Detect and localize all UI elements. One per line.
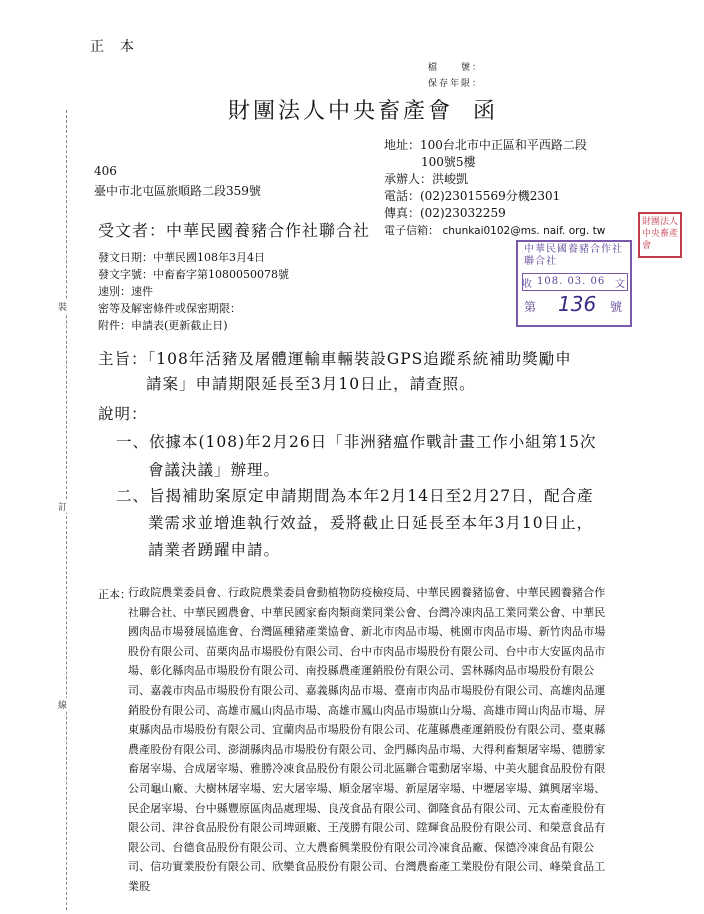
stamp-number-suffix: 號 [610,300,623,314]
sender-email [384,222,605,240]
stamp-number: 136 [558,292,597,316]
archive-no-label: 檔 號： [428,63,484,73]
email-label: 電子信箱： [384,224,439,237]
explanation-item2-line1: 二、旨揭補助案原定申請期間為本年2月14日至2月27日，配合產 [116,487,594,505]
recipient: 受文者：中華民國養豬合作社聯合社 [98,221,371,240]
stamp-side-left: 收 [522,279,532,290]
stamp-org: 中華民國養豬合作社聯合社 [524,244,623,267]
delivery-speed: 速別：速件 [98,285,153,298]
sender-fax: 傳真：(02)23032259 [384,206,506,220]
stamp-date-row [522,273,628,291]
subject-line2: 請案」申請期限延長至3月10日止，請查照。 [146,375,476,393]
explanation-label: 說明： [98,405,148,423]
seal-text: 財團法人中央畜產會 [642,217,679,251]
document-type: 函 [473,99,500,124]
sender-address-line1: 地址：100台北市中正區和平西路二段 [384,138,587,152]
copies-label: 正本： [98,588,131,601]
binding-mark: 訂 [58,500,67,513]
document-title [228,94,499,125]
stamp-date: 108. 03. 06 [537,276,606,287]
email-address[interactable]: chunkai0102@ms. naif. org. tw [442,225,606,237]
stamp-side-right: 文 [615,279,625,290]
issue-number: 發文字號：中畜畜字第1080050078號 [98,268,289,281]
binding-mark: 線 [58,698,67,711]
recipient-postal-code: 406 [94,164,117,178]
secrecy-level: 密等及解密條件或保密期限： [98,302,241,315]
explanation-item1-line2: 會議決議」辦理。 [148,461,281,479]
attachment: 附件：申請表(更新截止日) [98,319,228,332]
sender-address-line2: 100號5樓 [421,155,476,169]
subject-line1: 主旨：「108年活豬及屠體運輸車輛裝設GPS追蹤系統補助獎勵申 [98,350,572,368]
copy-type: 正本 [90,39,150,55]
sender-phone: 電話：(02)23015569分機2301 [384,189,561,203]
issuing-org: 財團法人中央畜產會 [228,99,454,124]
explanation-item2-line2: 業需求並增進執行效益，爰將截止日延長至本年3月10日止， [148,514,594,532]
recipient-address: 臺中市北屯區旅順路二段359號 [94,184,261,198]
sender-handler: 承辦人：洪峻凱 [384,172,469,186]
explanation-item2-line3: 請業者踴躍申請。 [148,541,281,559]
org-seal [638,212,682,258]
retention-label: 保存年限： [428,79,484,89]
copies-list: 行政院農業委員會、行政院農業委員會動植物防疫檢疫局、中華民國養豬協會、中華民國養豬合作社聯合社、中華民國農會、中華民國家畜肉類商業同業公會、台灣冷凍肉品工業同業公會、中華民國肉品市場發展協進會、台灣區種豬產業協會、新北市肉品市場、桃園市肉品市場、新竹肉品市場股份有限公司、苗栗肉品市場股份有限公司、台中市肉品市場股份有限公司、台中市大安區肉品市場、彰化縣肉品市場股份有限公司、南投縣農產運銷股份有限公司、雲林縣肉品市場股份有限公司、嘉義市肉品市場股份有限公司、嘉義縣肉品市場、臺南市肉品市場股份有限公司、高雄肉品運銷股份有限公司、高雄市鳳山肉品市場、高雄市鳳山肉品市場旗山分場、高雄市岡山肉品市場、屏東縣肉品市場股份有限公司、宜蘭肉品市場股份有限公司、花蓮縣農產運銷股份有限公司、臺東縣農產股份有限公司、澎湖縣肉品市場股份有限公司、金門縣肉品市場、大得利畜類屠宰場、德勝家畜屠宰場、合成屠宰場、雅勝冷凍食品股份有限公司北區聯合電動屠宰場、中美火腿食品股份有限公司龜山廠、大樹林屠宰場、宏大屠宰場、順金屠宰場、新屋屠宰場、中壢屠宰場、鎮興屠宰場、民企屠宰場、台中縣豐原區肉品處理場、良茂食品有限公司、御隆食品有限公司、元太畜產股份有限公司、津谷食品股份有限公司埤頭廠、王茂勝有限公司、陞輝食品股份有限公司、和榮意食品有限公司、台德食品股份有限公司、立大農畜興業股份有限公司冷凍食品廠、保德冷凍食品有限公司、信功實業股份有限公司、欣樂食品股份有限公司、台灣農畜產工業股份有限公司、峰榮食品工業股 [128,586,606,893]
receipt-stamp [516,240,632,327]
issue-date: 發文日期：中華民國108年3月4日 [98,251,265,264]
binding-mark: 裝 [58,300,67,313]
stamp-number-label: 第 [524,300,537,314]
explanation-item1-line1: 一、依據本(108)年2月26日「非洲豬瘟作戰計畫工作小組第15次 [116,433,597,451]
